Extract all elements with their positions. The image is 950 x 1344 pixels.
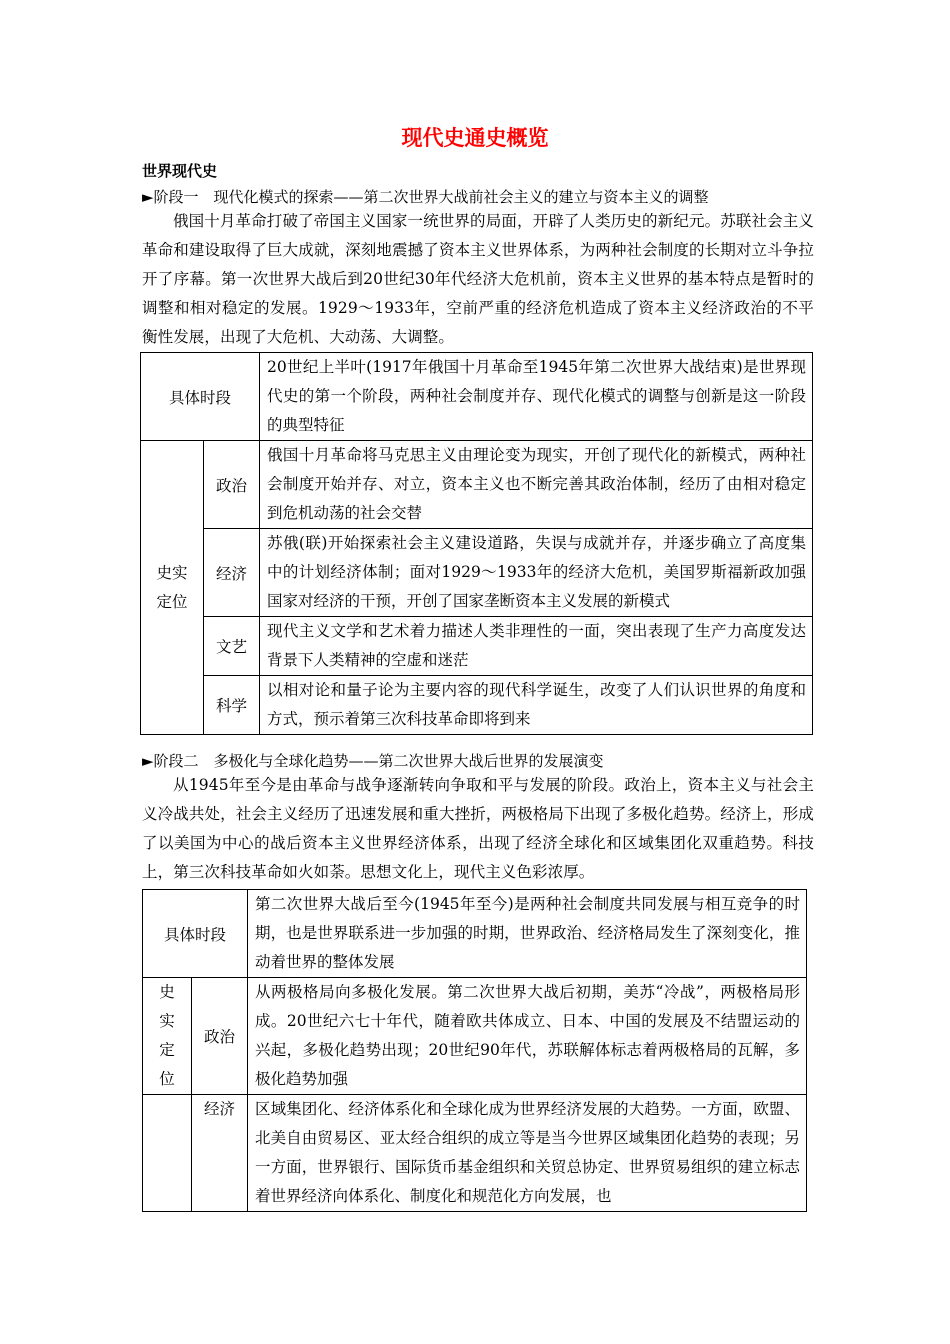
row-label: 经济	[192, 1095, 248, 1212]
stage2-paragraph: 从1945年至今是由革命与战争逐渐转向争取和平与发展的阶段。政治上，资本主义与社会主义冷战共处，社会主义经历了迅速发展和重大挫折，两极格局下出现了多极化趋势。经济上，形成了以美国为中心的战后资本主义世界经济体系，出现了经济全球化和区域集团化双重趋势。科技上，第三次科技革命如火如荼。思想文化上，现代主义色彩浓厚。	[142, 776, 814, 881]
row-text: 以相对论和量子论为主要内容的现代科学诞生，改变了人们认识世界的角度和方式，预示着第三次科技革命即将到来	[260, 676, 813, 735]
period-label: 具体时段	[141, 353, 260, 441]
row-label: 科学	[204, 676, 260, 735]
row-label: 政治	[204, 441, 260, 529]
stage1-table	[140, 352, 813, 735]
section-heading: 世界现代史	[142, 162, 218, 180]
row-text: 从两极格局向多极化发展。第二次世界大战后初期，美苏“冷战”，两极格局形成。20世纪六七十年代，随着欧共体成立、日本、中国的发展及不结盟运动的兴起，多极化趋势出现；20世纪90年代，苏联解体标志着两极格局的瓦解，多极化趋势加强	[248, 978, 807, 1095]
group-label: 史实定位	[141, 441, 204, 735]
period-text: 20世纪上半叶(1917年俄国十月革命至1945年第二次世界大战结束)是世界现代史的第一个阶段，两种社会制度并存、现代化模式的调整与创新是这一阶段的典型特征	[260, 353, 813, 441]
row-label: 政治	[192, 978, 248, 1095]
row-text: 区域集团化、经济体系化和全球化成为世界经济发展的大趋势。一方面，欧盟、北美自由贸易区、亚太经合组织的成立等是当今世界区域集团化趋势的表现；另一方面，世界银行、国际货币基金组织和关贸总协定、世界贸易组织的建立标志着世界经济向体系化、制度化和规范化方向发展，也	[248, 1095, 807, 1212]
table-row	[143, 978, 807, 1095]
table-row	[143, 1095, 807, 1212]
row-text: 俄国十月革命将马克思主义由理论变为现实，开创了现代化的新模式，两种社会制度开始并存、对立，资本主义也不断完善其政治体制，经历了由相对稳定到危机动荡的社会交替	[260, 441, 813, 529]
page-title: 现代史通史概览	[401, 126, 549, 150]
period-label: 具体时段	[143, 890, 248, 978]
table-row	[141, 676, 813, 735]
stage2-heading: ►阶段二 多极化与全球化趋势——第二次世界大战后世界的发展演变	[142, 752, 604, 770]
table-row	[141, 441, 813, 529]
period-text: 第二次世界大战后至今(1945年至今)是两种社会制度共同发展与相互竞争的时期，也是世界联系进一步加强的时期，世界政治、经济格局发生了深刻变化，推动着世界的整体发展	[248, 890, 807, 978]
stage1-heading: ►阶段一 现代化模式的探索——第二次世界大战前社会主义的建立与资本主义的调整	[142, 188, 709, 206]
group-spacer	[143, 1095, 192, 1212]
table-row	[141, 617, 813, 676]
stage2-table	[142, 889, 807, 1212]
table-row	[143, 890, 807, 978]
row-text: 苏俄(联)开始探索社会主义建设道路，失误与成就并存，并逐步确立了高度集中的计划经济体制；面对1929～1933年的经济大危机，美国罗斯福新政加强国家对经济的干预，开创了国家垄断资本主义发展的新模式	[260, 529, 813, 617]
row-label: 经济	[204, 529, 260, 617]
table-row	[141, 529, 813, 617]
row-label: 文艺	[204, 617, 260, 676]
stage1-paragraph: 俄国十月革命打破了帝国主义国家一统世界的局面，开辟了人类历史的新纪元。苏联社会主义革命和建设取得了巨大成就，深刻地震撼了资本主义世界体系，为两种社会制度的长期对立斗争拉开了序幕。第一次世界大战后到20世纪30年代经济大危机前，资本主义世界的基本特点是暂时的调整和相对稳定的发展。1929～1933年，空前严重的经济危机造成了资本主义经济政治的不平衡性发展，出现了大危机、大动荡、大调整。	[142, 212, 814, 346]
table-row	[141, 353, 813, 441]
row-text: 现代主义文学和艺术着力描述人类非理性的一面，突出表现了生产力高度发达背景下人类精神的空虚和迷茫	[260, 617, 813, 676]
group-label: 史实定位	[143, 978, 192, 1095]
